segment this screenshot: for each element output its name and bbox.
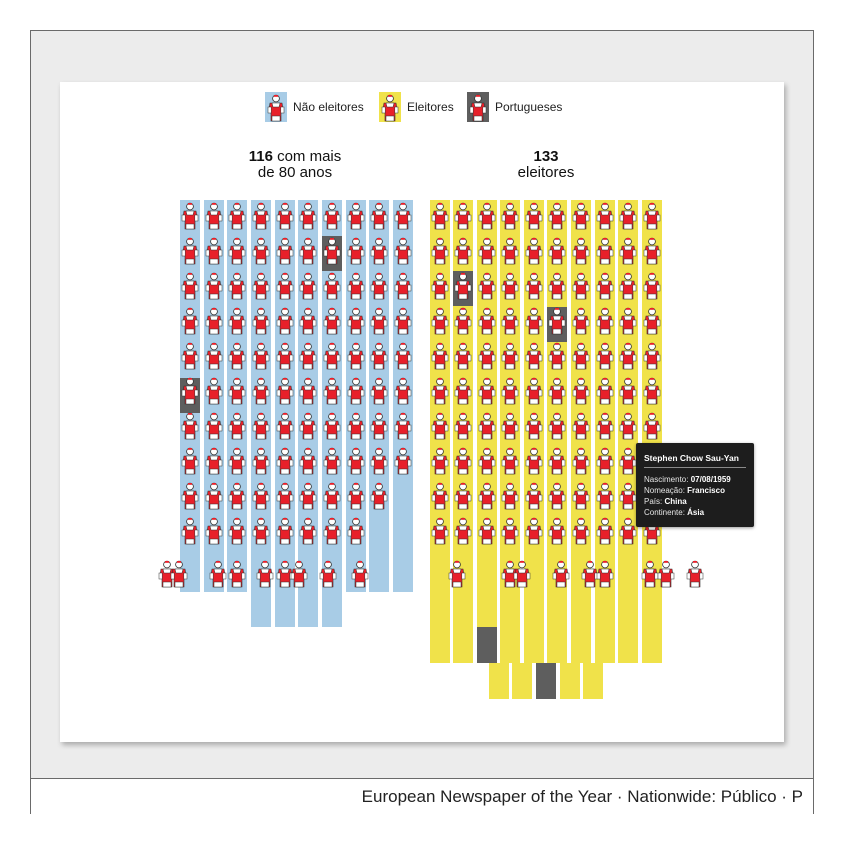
cardinal-figure-icon[interactable]	[429, 305, 451, 337]
cardinal-figure-icon[interactable]	[274, 270, 296, 302]
cardinal-figure-icon[interactable]	[392, 445, 414, 477]
cardinal-figure-icon[interactable]	[523, 480, 545, 512]
tooltip-continent-value: Ásia	[687, 508, 705, 517]
elector-column	[512, 663, 532, 699]
cardinal-figure-icon[interactable]	[179, 235, 201, 267]
cardinal-figure-icon[interactable]	[476, 515, 498, 547]
cardinal-figure-icon[interactable]	[345, 200, 367, 232]
cardinal-tooltip	[636, 443, 754, 527]
cardinal-figure-icon[interactable]	[429, 480, 451, 512]
cardinal-figure-icon[interactable]	[368, 270, 390, 302]
cardinal-figure-icon[interactable]	[594, 445, 616, 477]
cardinal-figure-icon[interactable]	[345, 515, 367, 547]
cardinal-figure-icon[interactable]	[476, 305, 498, 337]
cardinal-figure-icon[interactable]	[546, 480, 568, 512]
cardinal-figure-icon[interactable]	[226, 200, 248, 232]
cardinal-figure-icon[interactable]	[429, 235, 451, 267]
portuguese-cardinal-highlight[interactable]	[477, 627, 497, 663]
cardinal-figure-icon[interactable]	[617, 410, 639, 442]
legend-swatch-non-electors	[265, 92, 287, 122]
cardinal-figure-icon[interactable]	[274, 375, 296, 407]
cardinal-figure-icon[interactable]	[345, 340, 367, 372]
cardinal-figure-icon[interactable]	[476, 270, 498, 302]
cardinal-figure-icon[interactable]	[392, 340, 414, 372]
cardinal-figure-icon[interactable]	[345, 375, 367, 407]
cardinal-figure-icon[interactable]	[274, 200, 296, 232]
cardinal-figure-icon[interactable]	[321, 410, 343, 442]
cardinal-figure-icon[interactable]	[250, 515, 272, 547]
tooltip-appointment	[644, 486, 725, 495]
legend-portuguese	[467, 92, 562, 122]
cardinal-figure-icon[interactable]	[476, 340, 498, 372]
cardinal-figure-icon[interactable]	[499, 270, 521, 302]
tooltip-country-label: País:	[644, 497, 663, 506]
cardinal-figure-icon[interactable]	[546, 200, 568, 232]
cardinal-figure-icon[interactable]	[226, 235, 248, 267]
cardinal-figure-icon[interactable]	[274, 480, 296, 512]
cardinal-figure-icon[interactable]	[429, 200, 451, 232]
cardinal-figure-icon[interactable]	[429, 445, 451, 477]
cardinal-figure-icon[interactable]	[594, 558, 616, 590]
cardinal-figure-icon[interactable]	[288, 558, 310, 590]
cardinal-figure-icon[interactable]	[641, 200, 663, 232]
cardinal-figure-icon[interactable]	[274, 305, 296, 337]
cardinal-figure-icon[interactable]	[368, 375, 390, 407]
cardinal-figure-icon[interactable]	[226, 480, 248, 512]
cardinal-figure-icon[interactable]	[641, 410, 663, 442]
cardinal-figure-icon[interactable]	[203, 410, 225, 442]
cardinal-figure-icon[interactable]	[321, 305, 343, 337]
cardinal-figure-icon[interactable]	[655, 558, 677, 590]
cardinal-figure-icon[interactable]	[179, 340, 201, 372]
cardinal-figure-icon[interactable]	[321, 270, 343, 302]
cardinal-figure-icon[interactable]	[250, 410, 272, 442]
cardinal-figure-icon[interactable]	[523, 235, 545, 267]
cardinal-figure-icon[interactable]	[368, 305, 390, 337]
cardinal-figure-icon[interactable]	[203, 445, 225, 477]
cardinal-figure-icon[interactable]	[226, 340, 248, 372]
cardinal-figure-icon[interactable]	[429, 375, 451, 407]
cardinal-figure-icon[interactable]	[570, 480, 592, 512]
cardinal-figure-icon[interactable]	[368, 410, 390, 442]
cardinal-figure-icon[interactable]	[523, 200, 545, 232]
cardinal-figure-icon[interactable]	[254, 558, 276, 590]
cardinal-figure-icon[interactable]	[179, 200, 201, 232]
cardinal-figure-icon[interactable]	[546, 410, 568, 442]
cardinal-figure-icon[interactable]	[523, 270, 545, 302]
cardinal-figure-icon[interactable]	[179, 445, 201, 477]
cardinal-figure-icon[interactable]	[452, 515, 474, 547]
cardinal-figure-icon[interactable]	[168, 558, 190, 590]
cardinal-figure-icon[interactable]	[641, 375, 663, 407]
cardinal-figure-icon[interactable]	[392, 410, 414, 442]
cardinal-figure-icon[interactable]	[523, 445, 545, 477]
cardinal-figure-icon[interactable]	[476, 200, 498, 232]
cardinal-figure-icon[interactable]	[523, 340, 545, 372]
tooltip-birth-label: Nascimento:	[644, 475, 689, 484]
cardinal-figure-icon[interactable]	[499, 340, 521, 372]
cardinal-figure-icon[interactable]	[546, 305, 568, 337]
infographic-card	[60, 82, 784, 742]
cardinal-figure-icon[interactable]	[226, 305, 248, 337]
group-count: 133	[533, 148, 559, 165]
cardinal-figure-icon[interactable]	[274, 235, 296, 267]
cardinal-figure-icon[interactable]	[203, 340, 225, 372]
tooltip-birth	[644, 475, 731, 484]
cardinal-figure-icon[interactable]	[617, 340, 639, 372]
cardinal-figure-icon[interactable]	[297, 200, 319, 232]
cardinal-figure-icon[interactable]	[570, 340, 592, 372]
cardinal-figure-icon[interactable]	[594, 305, 616, 337]
elector-column	[560, 663, 580, 699]
cardinal-figure-icon[interactable]	[368, 445, 390, 477]
tooltip-continent	[644, 508, 704, 517]
cardinal-figure-icon[interactable]	[452, 375, 474, 407]
cardinal-figure-icon[interactable]	[345, 235, 367, 267]
cardinal-figure-icon[interactable]	[345, 410, 367, 442]
cardinal-figure-icon[interactable]	[546, 515, 568, 547]
cardinal-figure-icon[interactable]	[550, 558, 572, 590]
cardinal-figure-icon[interactable]	[297, 375, 319, 407]
cardinal-figure-icon[interactable]	[570, 235, 592, 267]
cardinal-figure-icon[interactable]	[570, 375, 592, 407]
cardinal-figure-icon[interactable]	[570, 200, 592, 232]
cardinal-figure-icon[interactable]	[368, 200, 390, 232]
cardinal-figure-icon[interactable]	[641, 340, 663, 372]
cardinal-figure-icon	[265, 92, 287, 124]
cardinal-figure-icon[interactable]	[429, 410, 451, 442]
cardinal-figure-icon[interactable]	[321, 235, 343, 267]
cardinal-figure-icon[interactable]	[546, 445, 568, 477]
cardinal-figure-icon[interactable]	[511, 558, 533, 590]
group-label: com mais	[277, 148, 342, 165]
cardinal-figure-icon[interactable]	[523, 305, 545, 337]
tooltip-country	[644, 497, 687, 506]
cardinal-figure-icon[interactable]	[250, 235, 272, 267]
cardinal-figure-icon[interactable]	[452, 480, 474, 512]
cardinal-figure-icon[interactable]	[274, 445, 296, 477]
cardinal-figure-icon[interactable]	[617, 305, 639, 337]
group-label: de 80 anos	[257, 164, 333, 181]
cardinal-figure-icon[interactable]	[499, 410, 521, 442]
cardinal-figure-icon[interactable]	[226, 558, 248, 590]
cardinal-figure-icon[interactable]	[349, 558, 371, 590]
cardinal-figure-icon[interactable]	[392, 235, 414, 267]
cardinal-figure-icon[interactable]	[392, 375, 414, 407]
cardinal-figure-icon[interactable]	[570, 270, 592, 302]
cardinal-figure-icon[interactable]	[297, 235, 319, 267]
cardinal-figure-icon[interactable]	[499, 480, 521, 512]
cardinal-figure-icon[interactable]	[429, 270, 451, 302]
cardinal-figure-icon[interactable]	[499, 375, 521, 407]
cardinal-figure-icon	[379, 92, 401, 124]
cardinal-figure-icon[interactable]	[321, 515, 343, 547]
tooltip-continent-label: Continente:	[644, 508, 685, 517]
cardinal-figure-icon[interactable]	[274, 410, 296, 442]
cardinal-figure-icon[interactable]	[345, 270, 367, 302]
cardinal-figure-icon[interactable]	[250, 375, 272, 407]
cardinal-figure-icon[interactable]	[684, 558, 706, 590]
group-title-electors	[490, 149, 602, 181]
cardinal-figure-icon[interactable]	[274, 340, 296, 372]
cardinal-figure-icon[interactable]	[476, 235, 498, 267]
group-label: eleitores	[517, 164, 575, 181]
cardinal-figure-icon[interactable]	[226, 445, 248, 477]
cardinal-figure-icon[interactable]	[446, 558, 468, 590]
cardinal-figure-icon[interactable]	[594, 270, 616, 302]
cardinal-figure-icon[interactable]	[297, 515, 319, 547]
cardinal-figure-icon[interactable]	[570, 305, 592, 337]
cardinal-figure-icon[interactable]	[476, 375, 498, 407]
tooltip-appointment-label: Nomeação:	[644, 486, 685, 495]
cardinal-figure-icon[interactable]	[321, 200, 343, 232]
portuguese-cardinal-highlight[interactable]	[536, 663, 556, 699]
cardinal-figure-icon[interactable]	[368, 235, 390, 267]
cardinal-figure-icon[interactable]	[452, 200, 474, 232]
footer	[31, 778, 813, 814]
cardinal-figure-icon[interactable]	[250, 200, 272, 232]
tooltip-appointment-value: Francisco	[687, 486, 725, 495]
cardinal-figure-icon[interactable]	[297, 480, 319, 512]
cardinal-figure-icon[interactable]	[368, 340, 390, 372]
cardinal-figure-icon[interactable]	[297, 445, 319, 477]
cardinal-figure-icon[interactable]	[429, 340, 451, 372]
cardinal-figure-icon[interactable]	[321, 375, 343, 407]
cardinal-figure-icon[interactable]	[203, 270, 225, 302]
legend-label: Eleitores	[407, 100, 454, 114]
cardinal-figure-icon[interactable]	[546, 270, 568, 302]
cardinal-figure-icon[interactable]	[523, 410, 545, 442]
cardinal-figure-icon[interactable]	[250, 480, 272, 512]
cardinal-figure-icon[interactable]	[226, 410, 248, 442]
cardinal-figure-icon[interactable]	[203, 305, 225, 337]
cardinal-figure-icon[interactable]	[179, 515, 201, 547]
legend-label: Portugueses	[495, 100, 563, 114]
cardinal-figure-icon[interactable]	[499, 515, 521, 547]
cardinal-figure-icon[interactable]	[345, 480, 367, 512]
cardinal-figure-icon[interactable]	[297, 305, 319, 337]
cardinal-figure-icon[interactable]	[570, 515, 592, 547]
cardinal-figure-icon[interactable]	[203, 200, 225, 232]
legend-label: Não eleitores	[293, 100, 364, 114]
cardinal-figure-icon[interactable]	[452, 305, 474, 337]
cardinal-figure-icon[interactable]	[476, 480, 498, 512]
cardinal-figure-icon[interactable]	[594, 235, 616, 267]
cardinal-figure-icon[interactable]	[297, 410, 319, 442]
cardinal-figure-icon[interactable]	[476, 445, 498, 477]
legend-swatch-electors	[379, 92, 401, 122]
cardinal-figure-icon[interactable]	[203, 235, 225, 267]
cardinal-figure-icon[interactable]	[203, 515, 225, 547]
cardinal-figure-icon[interactable]	[570, 410, 592, 442]
cardinal-figure-icon[interactable]	[594, 515, 616, 547]
cardinal-figure-icon[interactable]	[617, 270, 639, 302]
cardinal-figure-icon[interactable]	[203, 480, 225, 512]
cardinal-figure-icon[interactable]	[546, 235, 568, 267]
cardinal-figure-icon[interactable]	[429, 515, 451, 547]
cardinal-figure-icon[interactable]	[392, 200, 414, 232]
footer-credit: European Newspaper of the Year · Nationwide: Público · P	[361, 787, 803, 806]
cardinal-figure-icon[interactable]	[226, 270, 248, 302]
cardinal-figure-icon[interactable]	[274, 515, 296, 547]
cardinal-figure-icon[interactable]	[617, 375, 639, 407]
cardinal-figure-icon[interactable]	[641, 270, 663, 302]
cardinal-figure-icon[interactable]	[594, 340, 616, 372]
cardinal-figure-icon[interactable]	[452, 340, 474, 372]
cardinal-figure-icon[interactable]	[452, 410, 474, 442]
cardinal-figure-icon[interactable]	[321, 340, 343, 372]
cardinal-figure-icon[interactable]	[179, 480, 201, 512]
cardinal-figure-icon[interactable]	[617, 235, 639, 267]
cardinal-figure-icon[interactable]	[523, 375, 545, 407]
cardinal-figure-icon[interactable]	[250, 340, 272, 372]
legend-non-electors	[265, 92, 364, 122]
cardinal-figure-icon[interactable]	[499, 235, 521, 267]
cardinal-figure-icon[interactable]	[594, 200, 616, 232]
tooltip-country-value: China	[664, 497, 687, 506]
legend-swatch-portuguese	[467, 92, 489, 122]
tooltip-name: Stephen Chow Sau-Yan	[644, 453, 739, 463]
cardinal-figure-icon[interactable]	[499, 305, 521, 337]
tooltip-divider	[644, 467, 746, 468]
cardinal-figure-icon[interactable]	[226, 515, 248, 547]
cardinal-figure-icon[interactable]	[321, 480, 343, 512]
cardinal-figure-icon[interactable]	[594, 410, 616, 442]
cardinal-figure-icon[interactable]	[297, 270, 319, 302]
cardinal-figure-icon[interactable]	[179, 270, 201, 302]
cardinal-figure-icon[interactable]	[392, 305, 414, 337]
cardinal-figure-icon[interactable]	[641, 305, 663, 337]
cardinal-figure-icon[interactable]	[499, 445, 521, 477]
cardinal-figure-icon[interactable]	[594, 480, 616, 512]
cardinal-figure-icon[interactable]	[179, 375, 201, 407]
cardinal-figure-icon[interactable]	[617, 200, 639, 232]
cardinal-figure-icon[interactable]	[368, 480, 390, 512]
legend-electors	[379, 92, 454, 122]
cardinal-figure-icon[interactable]	[203, 375, 225, 407]
cardinal-figure-icon[interactable]	[523, 515, 545, 547]
cardinal-figure-icon[interactable]	[452, 445, 474, 477]
cardinal-figure-icon[interactable]	[594, 375, 616, 407]
cardinal-figure-icon	[467, 92, 489, 124]
cardinal-figure-icon[interactable]	[452, 235, 474, 267]
cardinal-figure-icon[interactable]	[317, 558, 339, 590]
cardinal-figure-icon[interactable]	[179, 410, 201, 442]
tooltip-birth-value: 07/08/1959	[690, 475, 731, 484]
cardinal-figure-icon[interactable]	[476, 410, 498, 442]
group-count: 116	[248, 148, 273, 165]
elector-column	[489, 663, 509, 699]
cardinal-figure-icon[interactable]	[297, 340, 319, 372]
cardinal-figure-icon[interactable]	[546, 375, 568, 407]
cardinal-figure-icon[interactable]	[179, 305, 201, 337]
group-title-non-electors	[210, 149, 380, 181]
cardinal-figure-icon[interactable]	[250, 270, 272, 302]
cardinal-figure-icon[interactable]	[641, 235, 663, 267]
cardinal-figure-icon[interactable]	[321, 445, 343, 477]
cardinal-figure-icon[interactable]	[392, 270, 414, 302]
cardinal-figure-icon[interactable]	[546, 340, 568, 372]
cardinal-figure-icon[interactable]	[499, 200, 521, 232]
cardinal-figure-icon[interactable]	[250, 445, 272, 477]
cardinal-figure-icon[interactable]	[345, 305, 367, 337]
cardinal-figure-icon[interactable]	[570, 445, 592, 477]
cardinal-figure-icon[interactable]	[226, 375, 248, 407]
cardinal-figure-icon[interactable]	[250, 305, 272, 337]
elector-column	[583, 663, 603, 699]
cardinal-figure-icon[interactable]	[452, 270, 474, 302]
cardinal-figure-icon[interactable]	[345, 445, 367, 477]
